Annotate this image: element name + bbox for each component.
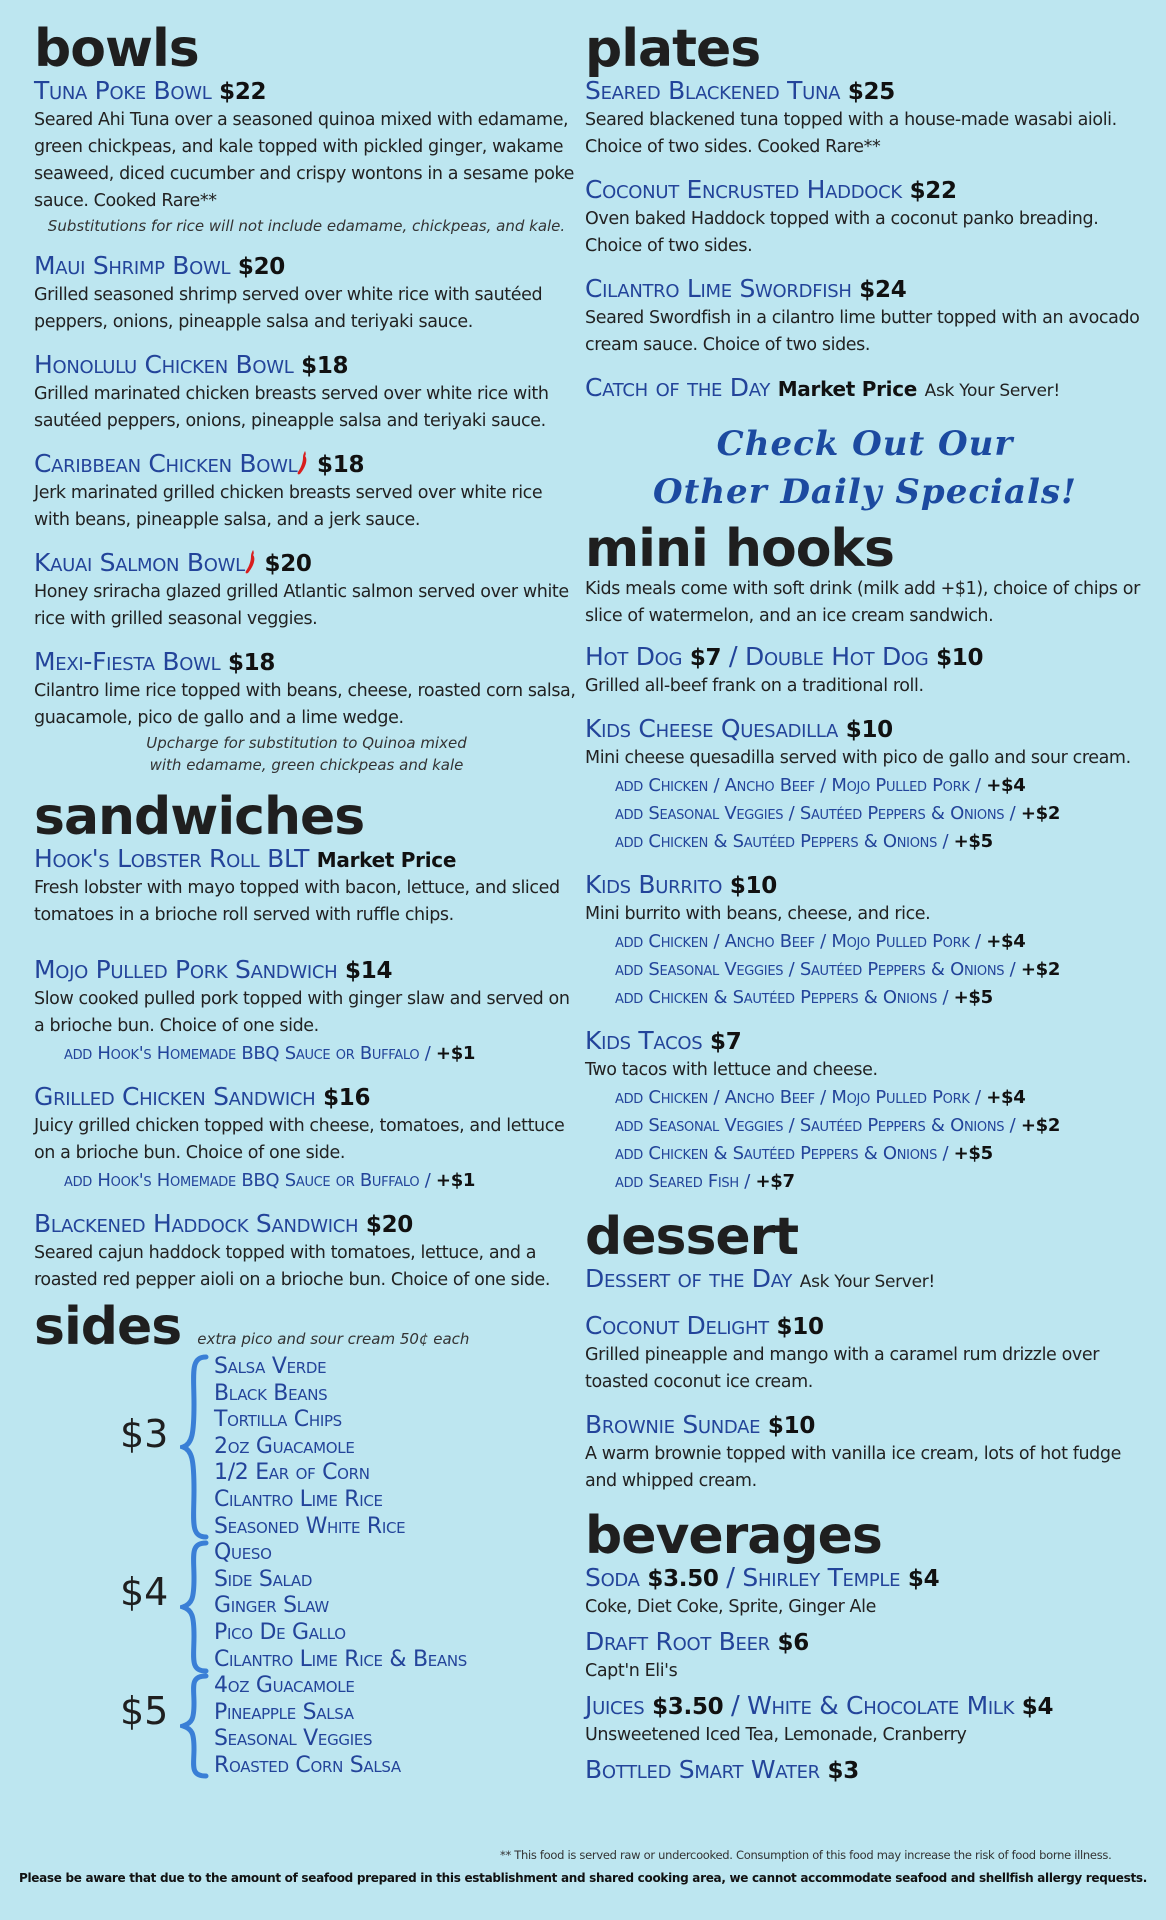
item-price: Market Price — [316, 848, 457, 872]
addon-option: add Chicken / Ancho Beef / Mojo Pulled Pork / +$4 — [615, 931, 1026, 952]
item-price: $18 — [227, 650, 276, 676]
curly-brace-icon — [180, 1540, 210, 1674]
item-note: Ask Your Server! — [924, 381, 1060, 401]
side-item: 1/2 Ear of Corn — [214, 1460, 370, 1486]
menu-item — [34, 76, 579, 237]
item-note: Ask Your Server! — [799, 1272, 935, 1292]
item-name: Caribbean Chicken Bowl — [34, 449, 298, 478]
sides-note: extra pico and sour cream 50¢ each — [197, 1330, 470, 1348]
item-description: Oven baked Haddock topped with a coconut panko breading. Choice of two sides. — [585, 209, 1099, 256]
menu-item — [585, 1755, 1145, 1786]
side-item: 2oz Guacamole — [214, 1433, 355, 1459]
section-title-sides: sides — [34, 1297, 182, 1357]
menu-item — [585, 1264, 1145, 1297]
item-price: $22 — [219, 79, 267, 105]
item-description: Honey sriracha glazed grilled Atlantic salmon served over white rice with grilled seasonal veggies. — [34, 582, 569, 629]
menu-item — [585, 714, 1145, 856]
addon-option: add Chicken / Ancho Beef / Mojo Pulled Pork / +$4 — [615, 775, 1026, 796]
item-price: $3.50 — [647, 1566, 719, 1592]
menu-item: Soda $3.50 / Shirley Temple $4 Coke, Diet Coke, Sprite, Ginger Ale — [585, 1563, 1145, 1621]
item-name: Kids Burrito — [585, 870, 723, 899]
sides-group — [34, 1354, 579, 1540]
item-name: Bottled Smart Water — [585, 1755, 820, 1784]
menu-item — [34, 251, 579, 336]
item-name: Mexi-Fiesta Bowl — [34, 647, 221, 676]
item-name: White & Chocolate Milk — [747, 1691, 1015, 1720]
menu-item — [34, 647, 579, 776]
curly-brace-icon — [180, 1673, 210, 1779]
item-price: $20 — [264, 551, 312, 577]
item-description: Two tacos with lettuce and cheese. — [585, 1060, 878, 1080]
item-price: $22 — [909, 178, 957, 204]
group-price: $4 — [120, 1570, 169, 1615]
item-price: $18 — [317, 452, 365, 478]
menu-item: Juices $3.50 / White & Chocolate Milk $4 Unsweetened Iced Tea, Lemonade, Cranberry — [585, 1691, 1145, 1749]
item-price: $24 — [859, 277, 907, 303]
sides-group — [34, 1540, 579, 1673]
item-name: Tuna Poke Bowl — [34, 76, 212, 105]
item-name: Honolulu Chicken Bowl — [34, 350, 294, 379]
item-name: Hot Dog — [585, 642, 683, 671]
addon-option: add Chicken / Ancho Beef / Mojo Pulled Pork / +$4 — [615, 1087, 1026, 1108]
item-name: Juices — [585, 1691, 645, 1720]
item-price: $3.50 — [652, 1694, 724, 1720]
side-item: Seasoned White Rice — [214, 1513, 406, 1539]
side-item: Cilantro Lime Rice — [214, 1486, 383, 1512]
quinoa-note: Upcharge for substitution to Quinoa mixed — [146, 734, 467, 752]
menu-item — [585, 175, 1145, 260]
addon-option: add Chicken & Sautéed Peppers & Onions / +$5 — [615, 1143, 993, 1164]
side-item: Side Salad — [214, 1566, 313, 1592]
menu-item — [34, 1082, 579, 1195]
item-name: Catch of the Day — [585, 373, 771, 402]
item-price: $10 — [936, 645, 984, 671]
menu-item — [585, 76, 1145, 161]
item-description: Grilled marinated chicken breasts served over white rice with sautéed peppers, onions, pineapple salsa and teriyaki sauce. — [34, 384, 549, 431]
item-price: $10 — [767, 1413, 816, 1439]
menu-item — [34, 449, 579, 534]
item-price: Market Price — [777, 377, 918, 401]
section-title-sandwiches: sandwiches — [34, 787, 365, 847]
side-item: Roasted Corn Salsa — [214, 1752, 401, 1778]
menu-item — [34, 548, 579, 633]
item-description: Cilantro lime rice topped with beans, cheese, roasted corn salsa, guacamole, pico de gallo and a lime wedge. — [34, 681, 576, 728]
item-name: Kids Tacos — [585, 1026, 703, 1055]
item-description: Jerk marinated grilled chicken breasts served over white rice with beans, pineapple salsa, and a jerk sauce. — [34, 483, 543, 530]
item-price: $16 — [323, 1085, 371, 1111]
side-item: Ginger Slaw — [214, 1593, 329, 1619]
item-description: Grilled seasoned shrimp served over white rice with sautéed peppers, onions, pineapple salsa and teriyaki sauce. — [34, 285, 543, 332]
item-name: Coconut Delight — [585, 1311, 769, 1340]
chili-pepper-icon — [297, 450, 309, 476]
item-price: $4 — [1021, 1694, 1054, 1720]
item-description: Capt'n Eli's — [585, 1661, 678, 1681]
item-description: Grilled all-beef frank on a traditional roll. — [585, 676, 924, 696]
side-item: Pico De Gallo — [214, 1619, 346, 1645]
item-price: $7 — [710, 1029, 742, 1055]
menu-item — [585, 1026, 1145, 1196]
item-description: Juicy grilled chicken topped with cheese, tomatoes, and lettuce on a brioche bun. Choice of one side. — [34, 1116, 565, 1163]
item-name: Shirley Temple — [742, 1563, 901, 1592]
addon-option: add Seared Fish / +$7 — [615, 1171, 795, 1192]
kids-meal-intro: Kids meals come with soft drink (milk add +$1), choice of chips or slice of watermelon, and an ice cream sandwich. — [585, 579, 1140, 626]
side-item: Seasonal Veggies — [214, 1726, 373, 1752]
item-description: Slow cooked pulled pork topped with ginger slaw and served on a brioche bun. Choice of one side. — [34, 989, 570, 1036]
item-price: $10 — [776, 1314, 824, 1340]
item-price: $3 — [827, 1758, 859, 1784]
item-price: $4 — [907, 1566, 940, 1592]
side-item: Black Beans — [214, 1380, 328, 1406]
item-description: A warm brownie topped with vanilla ice cream, lots of hot fudge and whipped cream. — [585, 1444, 1121, 1491]
menu-item: Hot Dog $7 / Double Hot Dog $10 Grilled all-beef frank on a traditional roll. — [585, 642, 1145, 700]
menu-item — [585, 1627, 1145, 1685]
item-name: Coconut Encrusted Haddock — [585, 175, 902, 204]
side-item: Tortilla Chips — [214, 1407, 342, 1433]
section-title-dessert: dessert — [585, 1207, 799, 1267]
allergy-disclaimer: Please be aware that due to the amount of seafood prepared in this establishment and shared cooking area, we cannot accommodate seafood and shellfish allergy requests. — [18, 1871, 1147, 1885]
left-column — [34, 19, 579, 1780]
side-item: Cilantro Lime Rice & Beans — [214, 1646, 468, 1672]
item-name: Soda — [585, 1563, 640, 1592]
item-price: $20 — [365, 1212, 413, 1238]
item-description: Seared blackened tuna topped with a house-made wasabi aioli. Choice of two sides. Cooked Rare** — [585, 110, 1117, 157]
addon-option: add Seasonal Veggies / Sautéed Peppers & Onions / +$2 — [615, 1115, 1061, 1136]
raw-food-footnote: ** This food is served raw or undercooked. Consumption of this food may increase the risk of food borne illness. — [500, 1848, 1112, 1862]
item-price: $6 — [777, 1630, 809, 1656]
item-price: $7 — [689, 645, 722, 671]
group-price: $5 — [120, 1689, 169, 1734]
sides-group — [34, 1673, 579, 1779]
menu-item — [585, 870, 1145, 1012]
substitution-note: Substitutions for rice will not include edamame, chickpeas, and kale. — [47, 217, 566, 235]
daily-specials-banner: Check Out Our Other Daily Specials! — [653, 424, 1077, 512]
addon-option: add Seasonal Veggies / Sautéed Peppers & Onions / +$2 — [615, 803, 1061, 824]
chili-pepper-icon — [245, 549, 257, 575]
addon-option: add Chicken & Sautéed Peppers & Onions / +$5 — [615, 987, 993, 1008]
item-name: Seared Blackened Tuna — [585, 76, 841, 105]
item-name: Cilantro Lime Swordfish — [585, 274, 852, 303]
side-item: Queso — [214, 1540, 272, 1566]
item-description: Grilled pineapple and mango with a caramel rum drizzle over toasted coconut ice cream. — [585, 1345, 1099, 1392]
menu-item — [585, 373, 1145, 406]
side-list — [214, 1540, 579, 1673]
side-item: Pineapple Salsa — [214, 1699, 354, 1725]
section-title-plates: plates — [585, 19, 761, 79]
item-name: Brownie Sundae — [585, 1410, 761, 1439]
item-name: Dessert of the Day — [585, 1264, 793, 1293]
item-price: $18 — [301, 353, 349, 379]
item-name: Blackened Haddock Sandwich — [34, 1209, 359, 1238]
curly-brace-icon — [180, 1354, 210, 1540]
right-column — [585, 19, 1145, 1800]
sides-header — [34, 1297, 579, 1357]
item-name: Maui Shrimp Bowl — [34, 251, 231, 280]
group-price: $3 — [120, 1412, 169, 1456]
item-price: $14 — [345, 958, 393, 984]
item-name: Hook's Lobster Roll BLT — [34, 844, 310, 873]
item-name: Double Hot Dog — [745, 642, 929, 671]
item-price: $10 — [729, 873, 777, 899]
item-name: Kauai Salmon Bowl — [34, 548, 245, 577]
quinoa-note: with edamame, green chickpeas and kale — [149, 756, 464, 774]
item-description: Unsweetened Iced Tea, Lemonade, Cranberry — [585, 1725, 967, 1745]
addon-option: add Hook's Homemade BBQ Sauce or Buffalo / +$1 — [64, 1043, 476, 1064]
addon-option: add Hook's Homemade BBQ Sauce or Buffalo / +$1 — [64, 1170, 476, 1191]
item-price: $25 — [847, 79, 895, 105]
section-title-mini-hooks: mini hooks — [585, 519, 894, 579]
item-name: Kids Cheese Quesadilla — [585, 714, 839, 743]
item-price: $10 — [845, 717, 893, 743]
menu-item — [585, 1311, 1145, 1396]
item-description: Mini burrito with beans, cheese, and rice. — [585, 904, 931, 924]
addon-option: add Seasonal Veggies / Sautéed Peppers & Onions / +$2 — [615, 959, 1061, 980]
item-description: Seared cajun haddock topped with tomatoes, lettuce, and a roasted red pepper aioli on a brioche bun. Choice of one side. — [34, 1243, 551, 1290]
item-name: Grilled Chicken Sandwich — [34, 1082, 316, 1111]
item-description: Fresh lobster with mayo topped with bacon, lettuce, and sliced tomatoes in a brioche roll served with ruffle chips. — [34, 878, 560, 925]
side-item: Salsa Verde — [214, 1354, 327, 1379]
menu-item — [34, 844, 579, 929]
item-description: Mini cheese quesadilla served with pico de gallo and sour cream. — [585, 748, 1131, 768]
side-list — [214, 1354, 579, 1540]
menu-item — [34, 1209, 579, 1294]
side-list — [214, 1673, 579, 1779]
item-description: Coke, Diet Coke, Sprite, Ginger Ale — [585, 1597, 876, 1617]
section-title-beverages: beverages — [585, 1506, 882, 1566]
item-name: Draft Root Beer — [585, 1627, 770, 1656]
menu-item — [585, 274, 1145, 359]
addon-option: add Chicken & Sautéed Peppers & Onions / +$5 — [615, 831, 993, 852]
side-item: 4oz Guacamole — [214, 1673, 355, 1699]
section-title-bowls: bowls — [34, 19, 199, 79]
item-description: Seared Ahi Tuna over a seasoned quinoa mixed with edamame, green chickpeas, and kale topped with pickled ginger, wakame seaweed, diced cucumber and crispy wontons in a sesame poke sauce. Cooked Rare** — [34, 110, 574, 211]
item-price: $20 — [237, 254, 285, 280]
menu-item — [585, 1410, 1145, 1495]
menu-item — [34, 955, 579, 1068]
menu-item — [34, 350, 579, 435]
item-name: Mojo Pulled Pork Sandwich — [34, 955, 338, 984]
item-description: Seared Swordfish in a cilantro lime butter topped with an avocado cream sauce. Choice of two sides. — [585, 308, 1140, 355]
